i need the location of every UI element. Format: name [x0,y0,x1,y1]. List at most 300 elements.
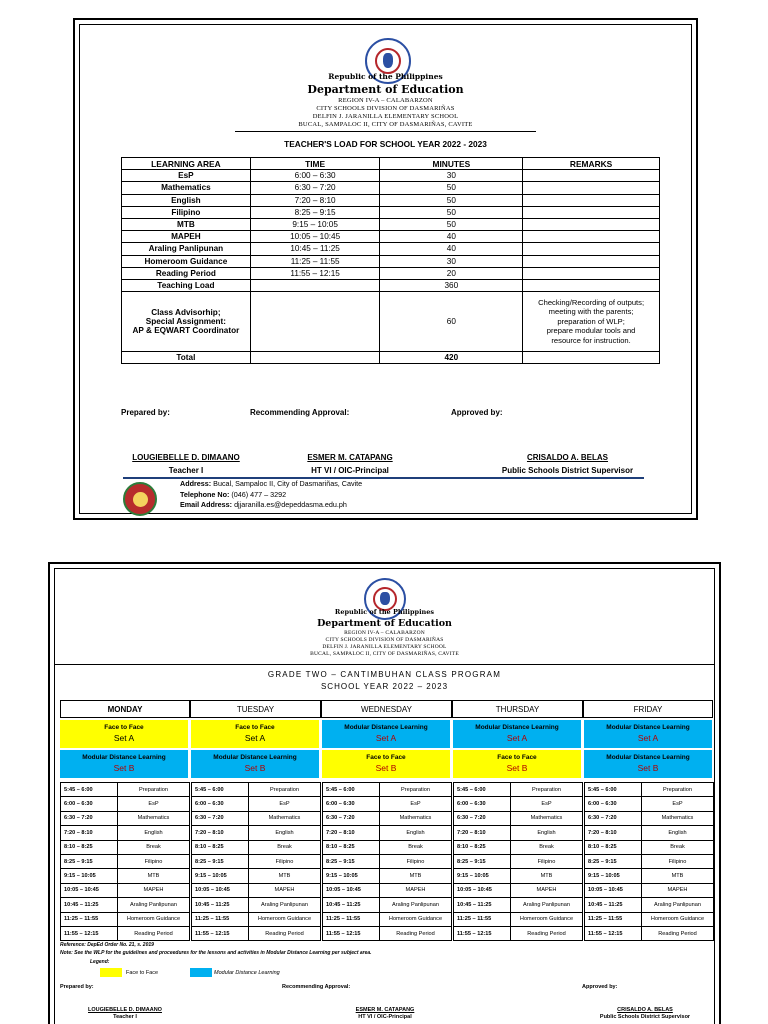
remarks-cell [523,231,660,243]
empty-cell [250,279,380,291]
time-cell: 7:20 – 8:10 [250,194,380,206]
table-row [454,811,583,825]
total-minutes: 420 [380,352,523,364]
column-header: REMARKS [523,158,660,170]
mode-cell-tuesday-set-b [191,750,319,778]
table-row [61,811,190,825]
schedule-subject: Filipino [642,854,714,868]
table-row [192,912,321,926]
header-rule [55,664,714,665]
schedule-subject: Homeroom Guidance [118,912,190,926]
phone-value: (046) 477 – 3292 [231,489,287,499]
table-row [454,898,583,912]
remarks-cell [523,267,660,279]
table-row [61,797,190,811]
table-row [585,826,714,840]
program-school-year: SCHOOL YEAR 2022 – 2023 [320,682,449,691]
table-row [454,826,583,840]
set-label: Set A [506,733,528,743]
table-row [122,170,660,182]
table-row [122,218,660,230]
mode-label: Face to Face [104,724,144,731]
schedule-subject: EsP [249,797,321,811]
schedule-subject: Break [380,840,452,854]
set-label: Set B [244,763,266,773]
table-row [323,797,452,811]
table-row [323,926,452,940]
schedule-subject: Filipino [118,854,190,868]
table-row [61,883,190,897]
schedule-time: 6:30 – 7:20 [454,811,511,825]
schedule-time: 11:55 – 12:15 [454,926,511,940]
legend-modular-label: Modular Distance Learning [214,970,280,976]
table-row [192,869,321,883]
schedule-time: 6:00 – 6:30 [192,797,249,811]
table-row [192,883,321,897]
approved-by-label: Approved by: [451,408,503,417]
table-row [122,267,660,279]
schedule-time: 8:25 – 9:15 [61,854,118,868]
empty-cell [250,352,380,364]
division-line: CITY SCHOOLS DIVISION OF DASMARIÑAS [325,637,444,643]
schedule-time: 5:45 – 6:00 [61,783,118,797]
table-row [585,811,714,825]
minutes-cell: 20 [380,267,523,279]
supervisor-position: Public Schools District Supervisor [599,1014,691,1020]
schedule-subject: Preparation [380,783,452,797]
department-line: Department of Education [307,83,464,96]
schedule-time: 11:25 – 11:55 [61,912,118,926]
schedule-table-tuesday [191,782,321,941]
schedule-subject: English [118,826,190,840]
schedule-time: 6:30 – 7:20 [192,811,249,825]
prepared-by-label: Prepared by: [121,408,170,417]
schedule-time: 7:20 – 8:10 [61,826,118,840]
schedule-time: 8:10 – 8:25 [454,840,511,854]
table-row [323,854,452,868]
mode-label: Face to Face [366,754,406,761]
remark-line: preparation of WLP; [557,316,625,326]
remarks-cell [523,194,660,206]
mode-label: Modular Distance Learning [606,724,690,731]
table-row [454,883,583,897]
table-row [61,898,190,912]
supervisor-name: CRISALDO A. BELAS [617,1007,673,1013]
remarks-cell [523,206,660,218]
learning-area: Filipino [122,206,251,218]
learning-area: Homeroom Guidance [122,255,251,267]
minutes-cell: 50 [380,206,523,218]
set-label: Set B [113,763,135,773]
advisory-line: Class Advisorhip; [151,308,221,318]
mode-label: Modular Distance Learning [606,754,690,761]
schedule-time: 11:55 – 12:15 [192,926,249,940]
schedule-subject: Araling Panlipunan [642,898,714,912]
table-row [323,883,452,897]
schedule-time: 8:25 – 9:15 [454,854,511,868]
advisory-minutes: 60 [380,292,523,352]
set-label: Set B [637,763,659,773]
table-row [192,797,321,811]
table-row [61,826,190,840]
principal-position: HT VI / OIC-Principal [358,1014,412,1020]
schedule-subject: MTB [118,869,190,883]
mode-label: Modular Distance Learning [344,724,428,731]
schedule-subject: Preparation [249,783,321,797]
remark-line: resource for instruction. [551,335,631,345]
mode-label: Face to Face [235,724,275,731]
mode-cell-monday-set-b [60,750,188,778]
schedule-subject: Mathematics [118,811,190,825]
minutes-cell: 50 [380,218,523,230]
header-rule [235,131,536,132]
day-header-tuesday: TUESDAY [190,700,321,718]
schedule-subject: MAPEH [380,883,452,897]
schedule-time: 8:10 – 8:25 [192,840,249,854]
mode-label: Modular Distance Learning [213,754,297,761]
schedule-subject: English [511,826,583,840]
schedule-time: 11:25 – 11:55 [454,912,511,926]
schedule-time: 6:00 – 6:30 [323,797,380,811]
schedule-subject: Homeroom Guidance [380,912,452,926]
remarks-cell [523,218,660,230]
schedule-subject: Araling Panlipunan [118,898,190,912]
footer-contact [180,479,362,511]
schedule-time: 11:55 – 12:15 [585,926,642,940]
mode-label: Modular Distance Learning [475,724,559,731]
mode-cell-wednesday-set-a [322,720,450,748]
total-label: Total [122,352,251,364]
table-row [323,869,452,883]
table-row [585,898,714,912]
teacher-name: LOUGIEBELLE D. DIMAANO [88,1007,162,1013]
table-row [192,783,321,797]
schedule-subject: Araling Panlipunan [511,898,583,912]
school-line: DELFIN J. JARANILLA ELEMENTARY SCHOOL [322,644,447,650]
schedule-subject: MTB [249,869,321,883]
approved-by-label: Approved by: [582,984,618,990]
learning-area: Mathematics [122,182,251,194]
table-row [454,797,583,811]
schedule-time: 10:45 – 11:25 [585,898,642,912]
schedule-subject: Mathematics [249,811,321,825]
day-header-monday: MONDAY [60,700,190,718]
wlp-note: Note: See the WLP for the guidelines and proceedures for the lessons and activities in Modular Distance Learning per subject area. [60,950,372,956]
schedule-subject: EsP [380,797,452,811]
schedule-subject: MAPEH [249,883,321,897]
load-header-row [122,158,660,170]
schedule-time: 9:15 – 10:05 [323,869,380,883]
mode-cell-wednesday-set-b [322,750,450,778]
schedule-subject: Reading Period [511,926,583,940]
table-row [585,912,714,926]
table-row [192,840,321,854]
minutes-cell: 50 [380,182,523,194]
remarks-cell [523,182,660,194]
remark-line: meeting with the parents; [548,307,634,317]
schedule-time: 11:55 – 12:15 [323,926,380,940]
prepared-by-label: Prepared by: [60,984,94,990]
time-cell: 11:55 – 12:15 [250,267,380,279]
empty-cell [523,279,660,291]
teacher-name: LOUGIEBELLE D. DIMAANO [132,453,240,462]
schedule-time: 11:25 – 11:55 [585,912,642,926]
schedule-time: 10:05 – 10:45 [192,883,249,897]
schedule-time: 9:15 – 10:05 [61,869,118,883]
table-row [585,869,714,883]
learning-area: English [122,194,251,206]
schedule-subject: MAPEH [642,883,714,897]
table-row [61,869,190,883]
schedule-table-thursday [453,782,583,941]
schedule-table-monday [60,782,190,941]
schedule-subject: EsP [642,797,714,811]
legend-face-to-face-label: Face to Face [126,970,159,976]
time-cell: 10:45 – 11:25 [250,243,380,255]
schedule-subject: Preparation [642,783,714,797]
minutes-cell: 50 [380,194,523,206]
schedule-time: 8:10 – 8:25 [585,840,642,854]
table-row [585,783,714,797]
schedule-subject: English [380,826,452,840]
schedule-subject: Filipino [380,854,452,868]
column-header: TIME [250,158,380,170]
phone-label: Telephone No: [180,489,230,499]
schedule-time: 10:05 – 10:45 [61,883,118,897]
schedule-table-wednesday [322,782,452,941]
total-row [122,352,660,364]
schedule-time: 6:30 – 7:20 [61,811,118,825]
mode-cell-friday-set-a [584,720,712,748]
schedule-subject: Break [249,840,321,854]
schedule-subject: MTB [380,869,452,883]
set-label: Set B [375,763,397,773]
table-row [122,194,660,206]
schedule-subject: English [642,826,714,840]
table-row [454,912,583,926]
schedule-subject: Filipino [249,854,321,868]
table-row [585,840,714,854]
table-row [61,912,190,926]
email-value: djjaranilla.es@depeddasma.edu.ph [234,500,347,509]
school-line: DELFIN J. JARANILLA ELEMENTARY SCHOOL [312,113,459,120]
table-row [192,811,321,825]
remarks-cell [523,255,660,267]
advisory-line: Special Assignment: [145,317,226,327]
set-label: Set A [244,733,266,743]
schedule-time: 8:25 – 9:15 [192,854,249,868]
schedule-subject: Break [511,840,583,854]
day-header-thursday: THURSDAY [452,700,583,718]
address-line: BUCAL, SAMPALOC II, CITY OF DASMARIÑAS, CAVITE [310,651,459,657]
address-label: Address: [180,479,212,488]
table-row [61,854,190,868]
table-row [192,898,321,912]
empty-cell [523,352,660,364]
schedule-subject: Mathematics [511,811,583,825]
legend-title: Legend: [90,959,110,965]
region-line: REGION IV-A – CALABARZON [338,97,433,104]
learning-area: MTB [122,218,251,230]
teacher-position: Teacher I [113,1014,137,1020]
schedule-time: 10:05 – 10:45 [585,883,642,897]
advisory-row [122,292,660,352]
republic-line: Republic of the Philippines [334,608,435,616]
schedule-subject: Reading Period [642,926,714,940]
schedule-time: 8:10 – 8:25 [61,840,118,854]
schedule-time: 10:45 – 11:25 [192,898,249,912]
schedule-subject: Homeroom Guidance [249,912,321,926]
schedule-time: 6:00 – 6:30 [454,797,511,811]
table-row [61,926,190,940]
time-cell: 10:05 – 10:45 [250,231,380,243]
teaching-load-minutes: 360 [380,279,523,291]
footer-phone-line [180,490,362,501]
table-row [323,840,452,854]
legend-modular-swatch [190,968,212,977]
schedule-subject: Araling Panlipunan [380,898,452,912]
table-row [454,840,583,854]
schedule-time: 7:20 – 8:10 [323,826,380,840]
footer-email-line [180,500,362,511]
remarks-cell [523,243,660,255]
schedule-time: 11:55 – 12:15 [61,926,118,940]
schedule-subject: EsP [118,797,190,811]
schedule-subject: Araling Panlipunan [249,898,321,912]
mode-cell-thursday-set-b [453,750,581,778]
day-header-wednesday: WEDNESDAY [321,700,452,718]
address-line: BUCAL, SAMPALOC II, CITY OF DASMARIÑAS, CAVITE [298,121,473,128]
supervisor-position: Public Schools District Supervisor [501,466,634,475]
table-row [122,206,660,218]
time-cell: 6:30 – 7:20 [250,182,380,194]
schedule-time: 9:15 – 10:05 [585,869,642,883]
schedule-subject: MTB [511,869,583,883]
teaching-load-label: Teaching Load [122,279,251,291]
learning-area: Reading Period [122,267,251,279]
schedule-subject: Break [118,840,190,854]
table-row [122,243,660,255]
schedule-time: 9:15 – 10:05 [454,869,511,883]
column-header: LEARNING AREA [122,158,251,170]
remarks-cell [523,170,660,182]
learning-area: Araling Panlipunan [122,243,251,255]
recommending-approval-label: Recommending Approval: [282,984,351,990]
table-row [585,854,714,868]
set-label: Set A [375,733,397,743]
teachers-load-table [121,157,660,364]
school-logo-icon [123,482,157,516]
load-title: TEACHER'S LOAD FOR SCHOOL YEAR 2022 - 2023 [284,139,487,149]
teacher-position: Teacher I [168,466,204,475]
schedule-time: 10:05 – 10:45 [323,883,380,897]
schedule-subject: MAPEH [511,883,583,897]
schedule-subject: Reading Period [249,926,321,940]
teaching-load-row [122,279,660,291]
day-header-friday: FRIDAY [583,700,713,718]
mode-label: Face to Face [497,754,537,761]
mode-label: Modular Distance Learning [82,754,166,761]
learning-area: EsP [122,170,251,182]
schedule-time: 5:45 – 6:00 [323,783,380,797]
schedule-subject: Preparation [511,783,583,797]
table-row [454,783,583,797]
division-line: CITY SCHOOLS DIVISION OF DASMARIÑAS [316,105,455,112]
schedule-time: 6:30 – 7:20 [323,811,380,825]
principal-name: ESMER M. CATAPANG [355,1007,415,1013]
program-title: GRADE TWO – CANTIMBUHAN CLASS PROGRAM [267,670,502,679]
schedule-time: 5:45 – 6:00 [585,783,642,797]
footer-address-line [180,479,362,490]
principal-name: ESMER M. CATAPANG [307,453,393,462]
column-header: MINUTES [380,158,523,170]
schedule-subject: Homeroom Guidance [511,912,583,926]
schedule-table-friday [584,782,714,941]
schedule-time: 5:45 – 6:00 [454,783,511,797]
set-label: Set A [113,733,135,743]
table-row [585,926,714,940]
minutes-cell: 30 [380,170,523,182]
table-row [122,182,660,194]
minutes-cell: 40 [380,243,523,255]
schedule-subject: MTB [642,869,714,883]
table-row [454,854,583,868]
table-row [454,926,583,940]
schedule-time: 10:45 – 11:25 [61,898,118,912]
schedule-time: 9:15 – 10:05 [192,869,249,883]
table-row [192,926,321,940]
recommending-approval-label: Recommending Approval: [250,408,350,417]
minutes-cell: 40 [380,231,523,243]
address-value: Bucal, Sampaloc II, City of Dasmariñas, Cavite [213,479,363,488]
time-cell: 9:15 – 10:05 [250,218,380,230]
table-row [585,797,714,811]
schedule-time: 11:25 – 11:55 [192,912,249,926]
learning-area: MAPEH [122,231,251,243]
schedule-subject: Preparation [118,783,190,797]
schedule-subject: Mathematics [380,811,452,825]
schedule-time: 7:20 – 8:10 [192,826,249,840]
table-row [122,231,660,243]
schedule-subject: Homeroom Guidance [642,912,714,926]
schedule-time: 10:45 – 11:25 [323,898,380,912]
schedule-subject: English [249,826,321,840]
table-row [192,854,321,868]
table-row [585,883,714,897]
schedule-time: 10:05 – 10:45 [454,883,511,897]
advisory-label [122,292,251,352]
supervisor-name: CRISALDO A. BELAS [526,453,609,462]
table-row [323,912,452,926]
empty-cell [250,292,380,352]
legend-face-to-face-swatch [100,968,122,977]
class-program-page [48,562,721,1024]
remark-line: Checking/Recording of outputs; [538,297,645,307]
schedule-subject: Reading Period [118,926,190,940]
mode-cell-monday-set-a [60,720,188,748]
principal-position: HT VI / OIC-Principal [311,466,389,475]
schedule-time: 6:00 – 6:30 [585,797,642,811]
schedule-subject: Reading Period [380,926,452,940]
schedule-time: 6:00 – 6:30 [61,797,118,811]
table-row [192,826,321,840]
schedule-time: 8:25 – 9:15 [323,854,380,868]
republic-line: Republic of the Philippines [328,72,443,81]
table-row [61,840,190,854]
schedule-time: 10:45 – 11:25 [454,898,511,912]
schedule-time: 7:20 – 8:10 [585,826,642,840]
minutes-cell: 30 [380,255,523,267]
